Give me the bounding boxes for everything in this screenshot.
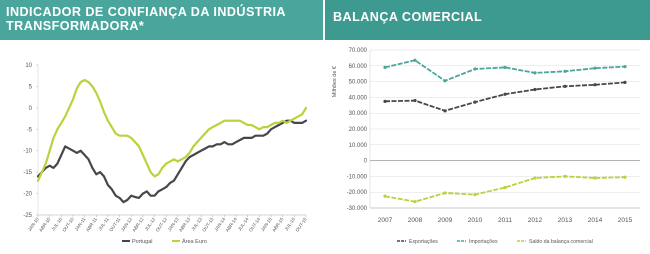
left-chart-title	[6, 5, 286, 33]
series-line-exporta-es	[385, 82, 625, 110]
y-tick-label: 40.000	[348, 95, 367, 102]
x-tick-label: JAN-11	[73, 216, 87, 232]
right-chart-title: BALANÇA COMERCIAL	[333, 10, 483, 24]
y-tick-label: 0	[28, 105, 32, 112]
data-point	[563, 85, 566, 88]
legend-label: Saldo da balança comercial	[529, 239, 593, 245]
x-tick-label: ABR-14	[224, 216, 238, 233]
data-point	[533, 176, 536, 179]
x-tick-label: JAN-10	[26, 216, 40, 233]
data-point	[383, 195, 386, 198]
x-tick-label: ABR-10	[38, 216, 52, 233]
trade-balance-line-chart	[325, 40, 650, 254]
data-point	[413, 99, 416, 102]
data-point	[623, 176, 626, 179]
x-tick-label: OUT-12	[154, 216, 168, 233]
x-tick-label: 2011	[498, 217, 512, 224]
x-tick-label: JAN-15	[259, 216, 273, 233]
data-point	[563, 70, 566, 73]
data-point	[443, 109, 446, 112]
data-point	[473, 67, 476, 70]
data-point	[503, 186, 506, 189]
y-tick-label: 60.000	[348, 63, 367, 70]
x-tick-label: 2013	[557, 217, 573, 224]
x-tick-label: ABR-15	[271, 216, 285, 233]
y-axis-title: Milhões de €	[332, 66, 338, 98]
x-tick-label: JUL-12	[143, 216, 157, 232]
x-tick-label: ABR-11	[84, 216, 99, 233]
right-panel-header	[325, 0, 650, 40]
x-tick-label: ABR-13	[177, 216, 192, 233]
y-tick-label: 10	[25, 63, 32, 69]
y-tick-label: -15	[23, 170, 32, 177]
y-tick-label: 20.000	[348, 127, 367, 133]
x-tick-label: OUT-11	[108, 216, 122, 233]
x-tick-label: OUT-15	[294, 216, 308, 233]
data-point	[473, 193, 476, 196]
left-panel-header	[0, 0, 323, 40]
legend-label: Portugal	[132, 239, 153, 245]
x-tick-label: JAN-12	[120, 216, 134, 233]
y-tick-label: -20	[23, 191, 32, 198]
x-tick-label: 2012	[527, 217, 543, 224]
data-point	[383, 100, 386, 103]
legend-label: Área Euro	[182, 239, 207, 245]
x-tick-label: 2009	[437, 217, 453, 224]
y-tick-label: 5	[28, 84, 32, 91]
legend-label: Exportações	[409, 239, 438, 245]
y-tick-label: -20.000	[346, 190, 367, 197]
data-point	[593, 83, 596, 86]
data-point	[443, 191, 446, 194]
y-tick-label: 0	[363, 158, 367, 165]
data-point	[623, 65, 626, 68]
x-tick-label: OUT-13	[201, 216, 215, 233]
y-tick-label: -10	[23, 148, 32, 155]
right-chart-area	[325, 40, 650, 254]
data-point	[503, 66, 506, 69]
left-title-line-1: INDICADOR DE CONFIANÇA DA INDÚSTRIA	[6, 5, 286, 19]
data-point	[533, 71, 536, 74]
x-tick-label: JAN-14	[213, 216, 227, 233]
x-tick-label: JUL-14	[236, 216, 250, 232]
x-tick-label: ABR-12	[131, 216, 145, 233]
y-tick-label: 30.000	[348, 111, 367, 118]
y-tick-label: -10.000	[346, 174, 367, 181]
y-tick-label: 70.000	[348, 48, 367, 54]
confidence-line-chart	[0, 40, 323, 254]
series-line-importa-es	[385, 60, 625, 81]
data-point	[503, 93, 506, 96]
x-tick-label: 2007	[377, 217, 393, 224]
right-chart-panel	[325, 0, 650, 254]
data-point	[413, 200, 416, 203]
left-title-line-2: TRANSFORMADORA*	[6, 19, 145, 33]
y-tick-label: -30.000	[346, 206, 367, 212]
x-tick-label: 2010	[467, 217, 483, 224]
data-point	[413, 59, 416, 62]
data-point	[593, 67, 596, 70]
left-chart-panel	[0, 0, 323, 254]
data-point	[533, 88, 536, 91]
x-tick-label: JAN-13	[166, 216, 180, 233]
data-point	[383, 66, 386, 69]
y-tick-label: -5	[26, 127, 32, 134]
x-tick-label: OUT-14	[247, 216, 262, 233]
x-tick-label: 2008	[407, 217, 423, 224]
data-point	[473, 101, 476, 104]
series-line--rea-euro	[38, 80, 306, 181]
legend-label: Importações	[469, 239, 498, 245]
x-tick-label: JUL-11	[97, 216, 110, 232]
x-tick-label: OUT-10	[61, 216, 75, 233]
x-tick-label: 2015	[617, 217, 633, 224]
y-tick-label: -25	[23, 213, 32, 219]
y-tick-label: 10.000	[348, 142, 367, 149]
x-tick-label: JUL-10	[50, 216, 64, 232]
y-tick-label: 50.000	[348, 79, 367, 86]
x-tick-label: 2014	[587, 217, 603, 224]
data-point	[593, 176, 596, 179]
x-tick-label: JUL-13	[190, 216, 203, 232]
data-point	[563, 175, 566, 178]
x-tick-label: JUL-15	[283, 216, 297, 232]
data-point	[623, 81, 626, 84]
left-chart-area	[0, 40, 323, 254]
data-point	[443, 79, 446, 82]
